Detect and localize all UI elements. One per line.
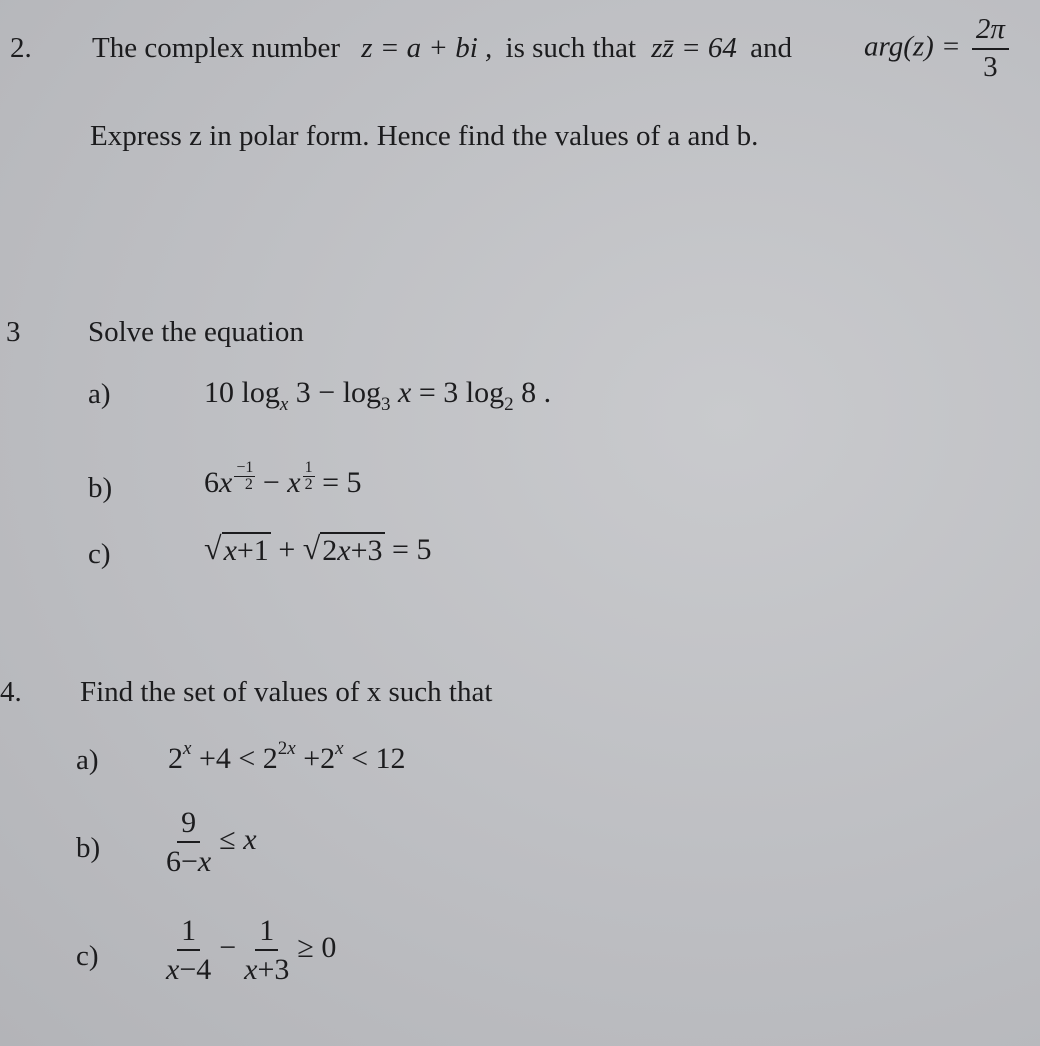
q2-arg-num: 2π	[972, 14, 1009, 50]
q3-part-c-expr: √ x+1 + √ 2x+3 = 5	[204, 530, 432, 567]
q3-heading: Solve the equation	[88, 316, 304, 348]
q3-part-a-label: a)	[88, 378, 111, 410]
q2-number: 2.	[10, 32, 32, 64]
q4-number: 4.	[0, 676, 22, 708]
q4-part-c-expr: $\frac{1}{x-4}$ − $\frac{1}{x+3}$ ≥ 0	[166, 914, 337, 986]
q3-part-c-label: c)	[88, 538, 111, 570]
q4-part-a-label: a)	[76, 744, 99, 776]
q3-part-b-expr: 6x $\frac{-1}{2}$ − x $\frac{1}{2}$ = 5	[204, 459, 362, 499]
q2-and: and	[750, 32, 793, 64]
q4-part-b-expr: $\frac{9}{6-x}$ ≤ x	[166, 806, 257, 878]
q2-arg-expression	[864, 14, 1013, 84]
q3-part-b-label: b)	[88, 472, 113, 504]
q2-line1	[92, 32, 792, 65]
q2-intro: The complex number	[92, 32, 341, 64]
q4-part-a-expr: $2^x +4 < 2^{2x} +2^x < 12$	[168, 738, 406, 775]
q2-arg-fraction	[972, 14, 1009, 84]
q4-heading: Find the set of values of x such that	[80, 676, 493, 708]
q2-mod-cond: zz̄ = 64	[651, 32, 737, 64]
q2-z-def: z = a + bi ,	[361, 32, 493, 64]
q3-part-a-expr: 10 $\log_x 3 - \log_3 x = 3$ $\log_2 8$ .	[204, 376, 552, 415]
q2-such-that: is such that	[505, 32, 637, 64]
q3-number: 3	[6, 316, 21, 348]
q2-line2: Express z in polar form. Hence find the values of a and b.	[90, 120, 759, 152]
q2-arg-left: arg(z) =	[864, 30, 961, 63]
q4-part-b-label: b)	[76, 832, 101, 864]
q2-arg-den: 3	[983, 50, 998, 83]
q4-part-c-label: c)	[76, 940, 99, 972]
